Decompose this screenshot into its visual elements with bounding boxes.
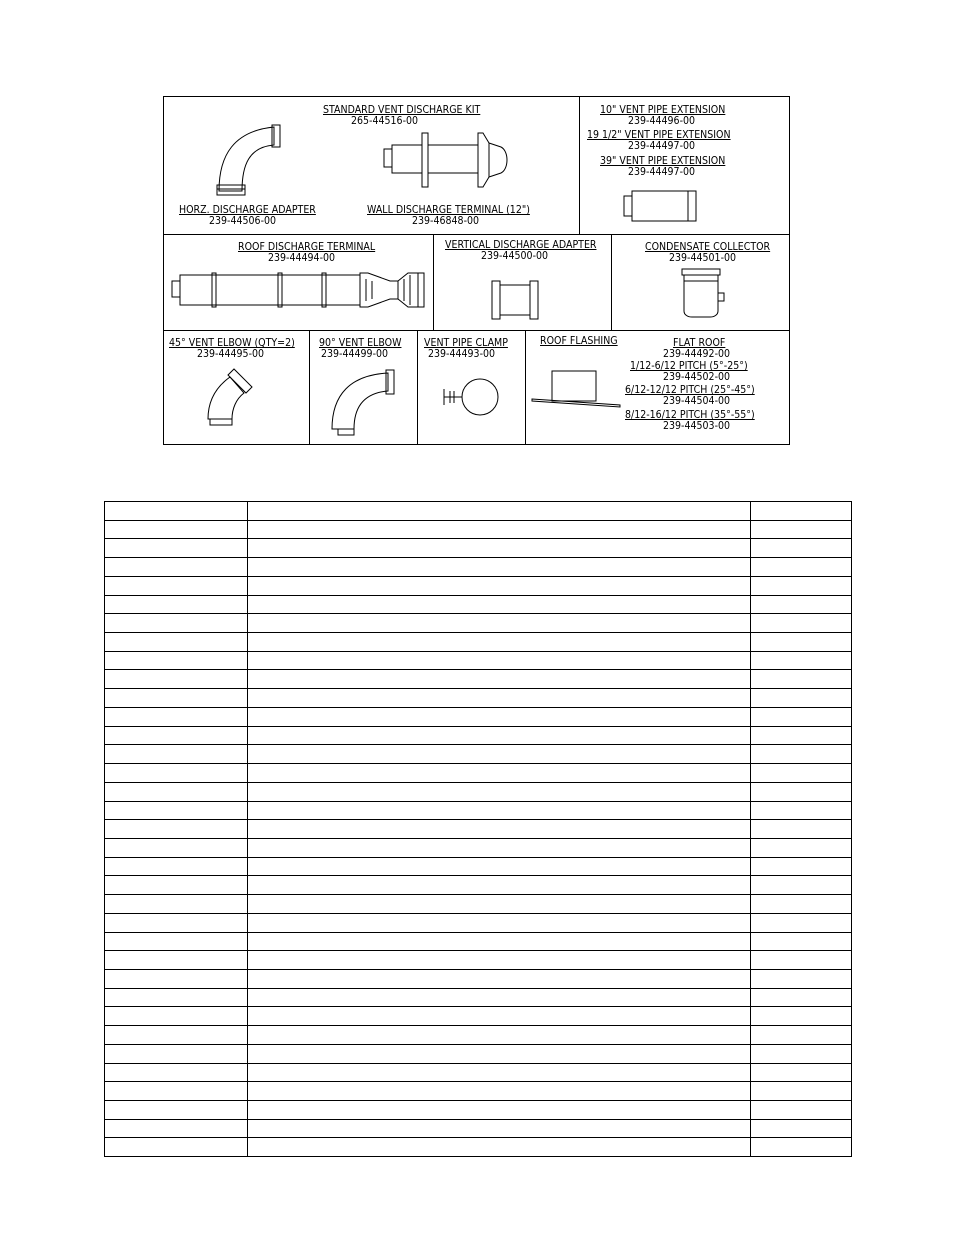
table-row: [105, 614, 852, 633]
table-row: [105, 1007, 852, 1026]
table-cell: [751, 932, 852, 951]
table-cell: [751, 651, 852, 670]
table-row: [105, 1101, 852, 1120]
table-row: [105, 502, 852, 521]
flashing-pitch2-part: 239-44504-00: [663, 394, 731, 407]
table-cell: [248, 820, 751, 839]
table-row: [105, 895, 852, 914]
table-cell: [751, 745, 852, 764]
horz-adapter-drawing: [214, 125, 294, 197]
table-row: [105, 745, 852, 764]
table-cell: [248, 1082, 751, 1101]
wall-terminal-label: WALL DISCHARGE TERMINAL (12"): [367, 203, 530, 216]
table-cell: [105, 913, 248, 932]
table-row: [105, 689, 852, 708]
table-row: [105, 838, 852, 857]
cell-condensate: [612, 235, 789, 331]
table-cell: [751, 988, 852, 1007]
table-cell: [248, 913, 751, 932]
table-cell: [248, 633, 751, 652]
table-row: [105, 1026, 852, 1045]
table-cell: [751, 689, 852, 708]
table-cell: [751, 670, 852, 689]
table-cell: [751, 595, 852, 614]
table-row: [105, 913, 852, 932]
table-cell: [751, 539, 852, 558]
elbow-45-label: 45° VENT ELBOW (QTY=2): [169, 336, 295, 349]
table-cell: [248, 651, 751, 670]
elbow-45-part: 239-44495-00: [197, 347, 265, 360]
flashing-flat-part: 239-44492-00: [663, 347, 731, 360]
elbow-90-part: 239-44499-00: [321, 347, 389, 360]
table-cell: [751, 576, 852, 595]
condensate-drawing: [680, 267, 730, 321]
vertical-adapter-drawing: [490, 279, 546, 323]
table-row: [105, 820, 852, 839]
table-cell: [105, 1044, 248, 1063]
wall-terminal-drawing: [379, 129, 519, 199]
kit-part: 265-44516-00: [351, 114, 419, 127]
table-cell: [751, 895, 852, 914]
condensate-part: 239-44501-00: [669, 251, 737, 264]
table-cell: [248, 670, 751, 689]
table-cell: [105, 1007, 248, 1026]
table-cell: [248, 764, 751, 783]
table-cell: [248, 932, 751, 951]
table-cell: [248, 539, 751, 558]
table-cell: [105, 595, 248, 614]
table-cell: [248, 558, 751, 577]
table-cell: [248, 782, 751, 801]
elbow-45-drawing: [204, 369, 260, 431]
extension-39-part: 239-44497-00: [628, 165, 696, 178]
cell-roof-terminal: [164, 235, 434, 331]
table-cell: [105, 969, 248, 988]
flashing-pitch2-label: 6/12-12/12 PITCH (25°-45°): [625, 383, 755, 396]
table-row: [105, 1119, 852, 1138]
kit-title: STANDARD VENT DISCHARGE KIT: [323, 103, 481, 116]
table-cell: [105, 1026, 248, 1045]
table-cell: [248, 876, 751, 895]
roof-terminal-part: 239-44494-00: [268, 251, 336, 264]
table-cell: [105, 745, 248, 764]
table-cell: [105, 932, 248, 951]
vertical-adapter-part: 239-44500-00: [481, 249, 549, 262]
table-cell: [248, 951, 751, 970]
table-row: [105, 520, 852, 539]
extension-10-label: 10" VENT PIPE EXTENSION: [600, 103, 726, 116]
cell-flashing: [526, 331, 789, 445]
table-row: [105, 1082, 852, 1101]
table-cell: [751, 1119, 852, 1138]
table-cell: [248, 745, 751, 764]
table-cell: [105, 876, 248, 895]
table-row: [105, 782, 852, 801]
table-cell: [248, 895, 751, 914]
table-cell: [105, 951, 248, 970]
table-cell: [105, 576, 248, 595]
table-cell: [248, 502, 751, 521]
table-row: [105, 969, 852, 988]
table-cell: [751, 1138, 852, 1157]
table-cell: [105, 895, 248, 914]
table-cell: [751, 951, 852, 970]
elbow-90-drawing: [328, 369, 410, 437]
table-cell: [751, 820, 852, 839]
table-row: [105, 576, 852, 595]
vertical-adapter-label: VERTICAL DISCHARGE ADAPTER: [445, 238, 597, 251]
table-cell: [751, 707, 852, 726]
cell-vertical-adapter: [434, 235, 612, 331]
table-row: [105, 1044, 852, 1063]
table-row: [105, 633, 852, 652]
table-row: [105, 651, 852, 670]
table-row: [105, 539, 852, 558]
table-row: [105, 1063, 852, 1082]
table-row: [105, 951, 852, 970]
condensate-label: CONDENSATE COLLECTOR: [645, 240, 771, 253]
table-cell: [248, 1007, 751, 1026]
table-cell: [248, 520, 751, 539]
table-cell: [751, 801, 852, 820]
table-cell: [248, 1044, 751, 1063]
table-cell: [248, 1063, 751, 1082]
table-row: [105, 1138, 852, 1157]
table-cell: [751, 726, 852, 745]
table-cell: [248, 988, 751, 1007]
table-cell: [105, 1101, 248, 1120]
table-cell: [105, 801, 248, 820]
extension-10-part: 239-44496-00: [628, 114, 696, 127]
clamp-part: 239-44493-00: [428, 347, 496, 360]
table-cell: [248, 1101, 751, 1120]
table-cell: [751, 913, 852, 932]
table-cell: [105, 1138, 248, 1157]
table-cell: [751, 1026, 852, 1045]
clamp-label: VENT PIPE CLAMP: [424, 336, 508, 349]
table-cell: [248, 838, 751, 857]
flashing-pitch3-label: 8/12-16/12 PITCH (35°-55°): [625, 408, 755, 421]
table-cell: [248, 1138, 751, 1157]
parts-list-body: [105, 502, 852, 1157]
table-cell: [105, 689, 248, 708]
elbow-90-label: 90° VENT ELBOW: [319, 336, 402, 349]
clamp-drawing: [440, 377, 502, 417]
flashing-label: ROOF FLASHING: [540, 334, 618, 347]
table-cell: [751, 558, 852, 577]
table-cell: [105, 520, 248, 539]
parts-list-table: [104, 501, 852, 1157]
table-cell: [105, 726, 248, 745]
flashing-pitch1-part: 239-44502-00: [663, 370, 731, 383]
horz-adapter-part: 239-44506-00: [209, 214, 277, 227]
table-cell: [105, 670, 248, 689]
table-cell: [248, 576, 751, 595]
table-row: [105, 595, 852, 614]
table-cell: [105, 820, 248, 839]
table-cell: [248, 857, 751, 876]
table-cell: [105, 707, 248, 726]
table-row: [105, 764, 852, 783]
table-row: [105, 726, 852, 745]
table-cell: [751, 614, 852, 633]
table-cell: [105, 838, 248, 857]
table-cell: [751, 838, 852, 857]
roof-terminal-drawing: [172, 269, 432, 311]
table-cell: [105, 1119, 248, 1138]
table-row: [105, 932, 852, 951]
cell-standard-kit: [164, 97, 580, 235]
table-cell: [105, 1063, 248, 1082]
table-row: [105, 801, 852, 820]
table-cell: [751, 502, 852, 521]
table-cell: [751, 520, 852, 539]
table-cell: [751, 1082, 852, 1101]
extension-pipe-drawing: [622, 187, 707, 225]
table-cell: [248, 614, 751, 633]
table-row: [105, 988, 852, 1007]
flashing-pitch3-part: 239-44503-00: [663, 419, 731, 432]
table-cell: [751, 1007, 852, 1026]
wall-terminal-part: 239-46848-00: [412, 214, 480, 227]
table-cell: [751, 876, 852, 895]
horz-adapter-label: HORZ. DISCHARGE ADAPTER: [179, 203, 316, 216]
table-row: [105, 558, 852, 577]
table-cell: [248, 801, 751, 820]
table-cell: [248, 969, 751, 988]
table-cell: [105, 988, 248, 1007]
table-cell: [105, 857, 248, 876]
table-row: [105, 876, 852, 895]
table-cell: [248, 1026, 751, 1045]
table-row: [105, 857, 852, 876]
table-cell: [751, 969, 852, 988]
cell-clamp: [418, 331, 526, 445]
table-cell: [105, 1082, 248, 1101]
vent-kit-diagram: [163, 96, 790, 445]
cell-elbow-45: [164, 331, 310, 445]
table-cell: [105, 558, 248, 577]
table-cell: [105, 539, 248, 558]
table-cell: [751, 1101, 852, 1120]
extension-39-label: 39" VENT PIPE EXTENSION: [600, 154, 726, 167]
table-cell: [105, 614, 248, 633]
extension-19-part: 239-44497-00: [628, 139, 696, 152]
table-cell: [751, 1063, 852, 1082]
table-cell: [248, 689, 751, 708]
extension-19-label: 19 1/2" VENT PIPE EXTENSION: [587, 128, 731, 141]
flashing-pitch1-label: 1/12-6/12 PITCH (5°-25°): [630, 359, 748, 372]
flashing-drawing: [530, 369, 624, 409]
table-cell: [248, 1119, 751, 1138]
cell-elbow-90: [310, 331, 418, 445]
table-cell: [751, 764, 852, 783]
roof-terminal-label: ROOF DISCHARGE TERMINAL: [238, 240, 376, 253]
table-cell: [105, 782, 248, 801]
table-cell: [751, 1044, 852, 1063]
table-cell: [248, 726, 751, 745]
table-cell: [105, 502, 248, 521]
table-cell: [751, 857, 852, 876]
table-cell: [105, 651, 248, 670]
table-row: [105, 670, 852, 689]
flashing-flat-label: FLAT ROOF: [673, 336, 726, 349]
table-cell: [105, 633, 248, 652]
table-cell: [105, 764, 248, 783]
table-cell: [248, 707, 751, 726]
table-cell: [751, 782, 852, 801]
cell-extensions: [580, 97, 789, 235]
table-cell: [751, 633, 852, 652]
table-row: [105, 707, 852, 726]
table-cell: [248, 595, 751, 614]
